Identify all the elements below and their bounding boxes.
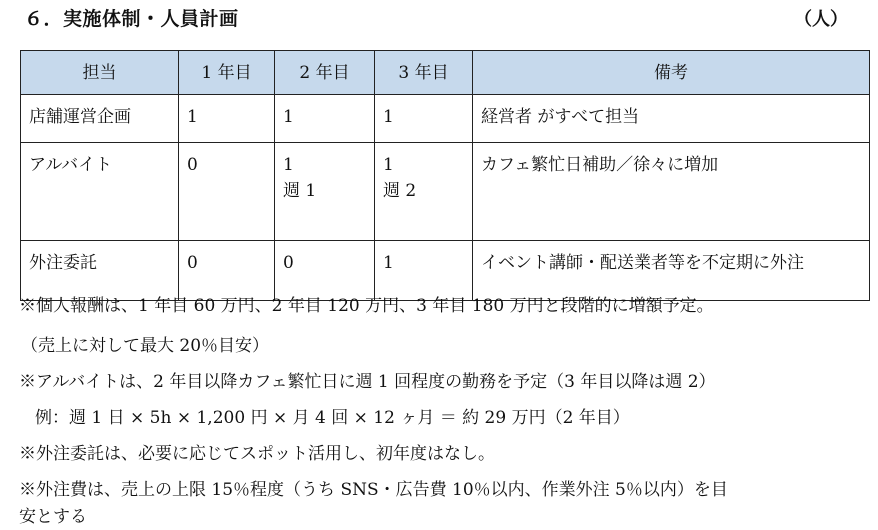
- header-year2: 2 年目: [275, 51, 375, 95]
- cell-year1: [179, 143, 275, 241]
- header-remarks: 備考: [473, 51, 870, 95]
- cell-remarks: 経営者 がすべて担当: [473, 95, 870, 143]
- cell-frequency: 週 1: [283, 181, 317, 201]
- header-year3: 3 年目: [375, 51, 473, 95]
- section-heading: ６．実施体制・人員計画: [24, 8, 239, 30]
- note-line: ※外注委託は、必要に応じてスポット活用し、初年度はなし。: [19, 444, 495, 464]
- cell-year2: [275, 143, 375, 241]
- note-line: ※外注費は、売上の上限 15％程度（うち SNS・広告費 10％以内、作業外注 5％以内）を目: [19, 480, 728, 500]
- cell-role: 店舗運営企画: [21, 95, 179, 143]
- cell-value: 0: [187, 253, 198, 273]
- cell-value: 0: [283, 253, 294, 273]
- table-header-row: [21, 51, 870, 95]
- cell-value: 1: [383, 155, 394, 175]
- cell-remarks: カフェ繁忙日補助／徐々に増加: [473, 143, 870, 241]
- cell-value: 1: [383, 107, 394, 127]
- note-line: 安とする: [19, 507, 87, 527]
- note-line: （売上に対して最大 20％目安）: [21, 336, 270, 356]
- note-line: 例：週 1 日 × 5h × 1,200 円 × 月 4 回 × 12 ヶ月 ＝ 約 29 万円（2 年目）: [35, 408, 630, 428]
- cell-year1: [179, 95, 275, 143]
- cell-value: 1: [283, 155, 294, 175]
- note-line: ※アルバイトは、2 年目以降カフェ繁忙日に週 1 回程度の勤務を予定（3 年目以降は週 2）: [19, 372, 716, 392]
- cell-value: 1: [383, 253, 394, 273]
- table-row: [21, 95, 870, 143]
- unit-label: （人）: [794, 9, 848, 30]
- cell-year3: [375, 143, 473, 241]
- staffing-table: [20, 50, 870, 301]
- cell-year2: [275, 95, 375, 143]
- cell-role: 外注委託: [21, 241, 179, 301]
- cell-role: アルバイト: [21, 143, 179, 241]
- cell-value: 0: [187, 155, 198, 175]
- table-row: [21, 143, 870, 241]
- cell-value: 1: [187, 107, 198, 127]
- header-role: 担当: [21, 51, 179, 95]
- cell-value: 1: [283, 107, 294, 127]
- cell-year3: [375, 95, 473, 143]
- note-line: ※個人報酬は、1 年目 60 万円、2 年目 120 万円、3 年目 180 万円と段階的に増額予定。: [19, 296, 714, 316]
- cell-frequency: 週 2: [383, 181, 417, 201]
- header-year1: 1 年目: [179, 51, 275, 95]
- cell-remarks: イベント講師・配送業者等を不定期に外注: [473, 241, 870, 301]
